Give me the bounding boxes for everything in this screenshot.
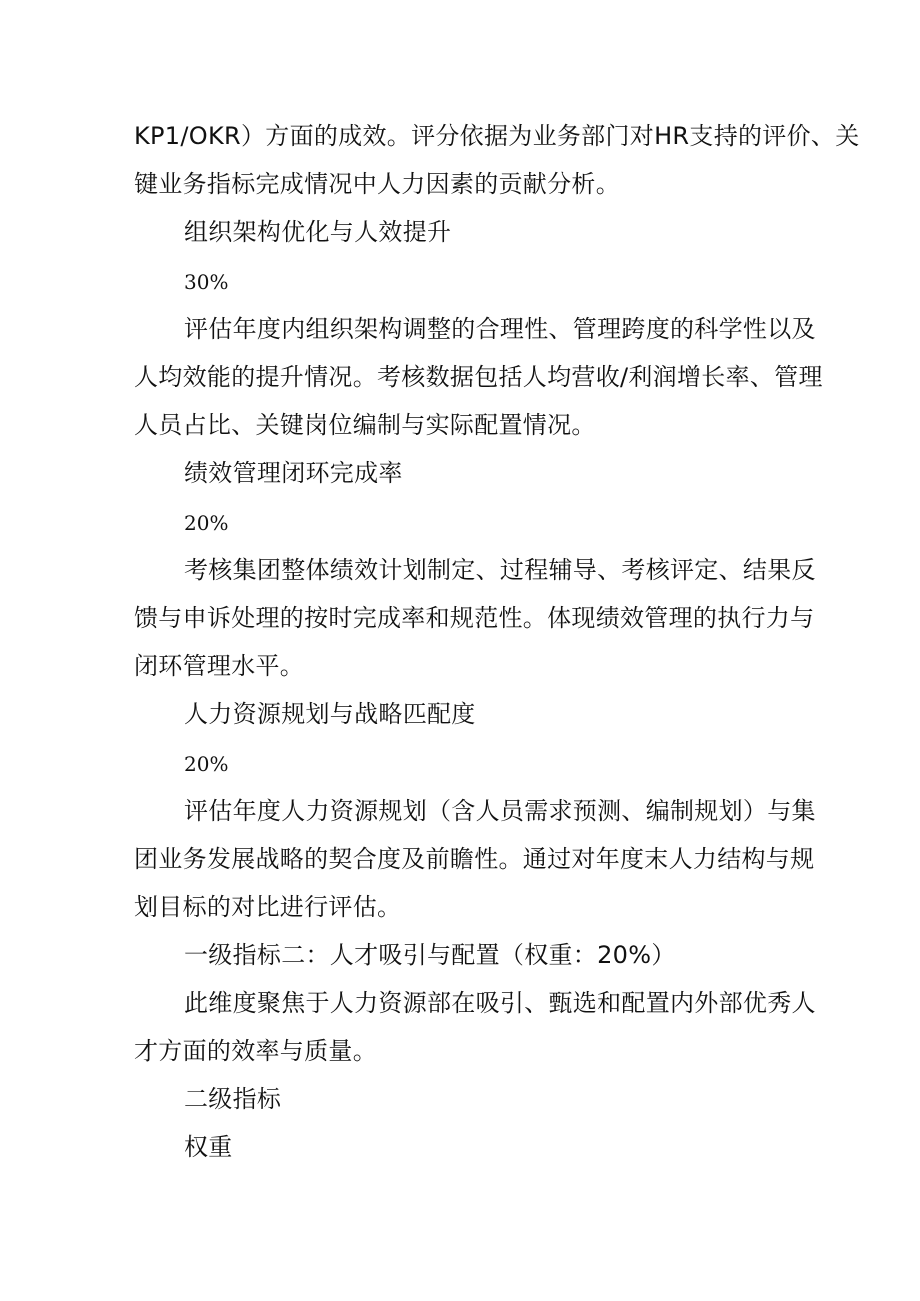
paragraph-line: 评估年度人力资源规划（含人员需求预测、编制规划）与集 [184,797,816,825]
paragraph-line: 此维度聚焦于人力资源部在吸引、甄选和配置内外部优秀人 [184,989,816,1017]
paragraph-line: 团业务发展战略的契合度及前瞻性。通过对年度末人力结构与规 [134,845,815,873]
weight-value: 20% [184,752,229,776]
section-heading-performance: 绩效管理闭环完成率 [184,459,403,487]
paragraph-line: 才方面的效率与质量。 [134,1037,377,1065]
paragraph-line: 人均效能的提升情况。考核数据包括人均营收/利润增长率、管理 [134,363,823,391]
paragraph-line: KP1/OKR）方面的成效。评分依据为业务部门对HR支持的评价、关 [134,122,860,150]
section-heading-hr-planning: 人力资源规划与战略匹配度 [184,700,476,728]
table-header-weight: 权重 [184,1133,233,1161]
table-header-secondary-indicator: 二级指标 [184,1085,282,1113]
paragraph-line: 考核集团整体绩效计划制定、过程辅导、考核评定、结果反 [184,556,816,584]
paragraph-line: 划目标的对比进行评估。 [134,893,402,921]
section-heading-org-structure: 组织架构优化与人效提升 [184,218,452,246]
paragraph-line: 键业务指标完成情况中人力因素的贡献分析。 [134,170,620,198]
paragraph-line: 闭环管理水平。 [134,652,305,680]
weight-value: 20% [184,511,229,535]
weight-value: 30% [184,270,229,294]
primary-indicator-heading: 一级指标二：人才吸引与配置（权重：20%） [184,941,676,969]
paragraph-line: 人员占比、关键岗位编制与实际配置情况。 [134,411,596,439]
paragraph-line: 评估年度内组织架构调整的合理性、管理跨度的科学性以及 [184,315,816,343]
paragraph-line: 馈与申诉处理的按时完成率和规范性。体现绩效管理的执行力与 [134,604,815,632]
